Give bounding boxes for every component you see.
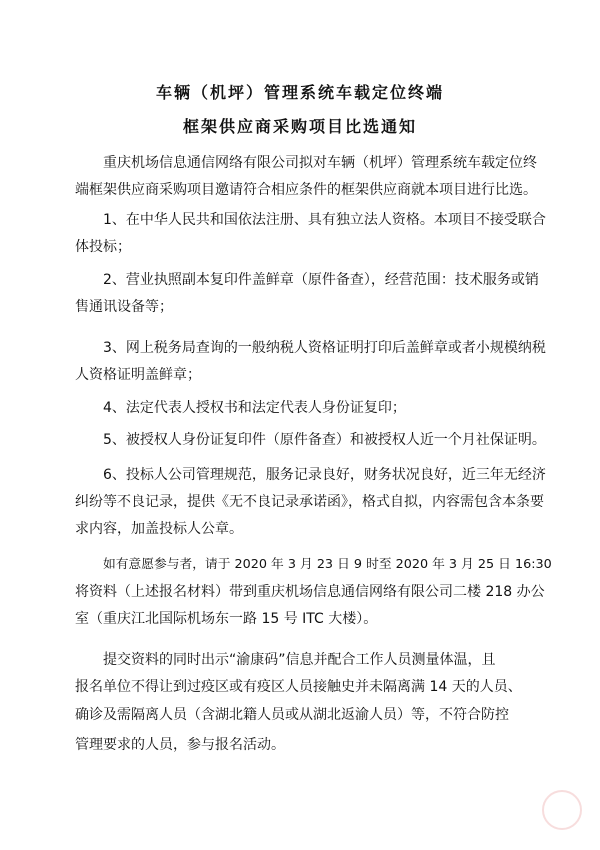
item-3-line-1: 3、网上税务局查询的一般纳税人资格证明打印后盖鲜章或者小规模纳税 — [103, 340, 546, 356]
item-3-line-2: 人资格证明盖鲜章； — [75, 367, 201, 383]
item-4-line-1: 4、法定代表人授权书和法定代表人身份证复印； — [103, 400, 406, 416]
health-line-3: 确诊及需隔离人员（含湖北籍人员或从湖北返渝人员）等，不符合防控 — [75, 707, 509, 723]
health-line-1: 提交资料的同时出示“渝康码”信息并配合工作人员测量体温，且 — [103, 652, 496, 668]
registration-line-1: 如有意愿参与者，请于 2020 年 3 月 23 日 9 时至 2020 年 3 月 25 日 16:30 — [103, 557, 552, 572]
title-line-2: 框架供应商采购项目比选通知 — [182, 117, 417, 136]
health-line-4: 管理要求的人员，参与报名活动。 — [75, 737, 285, 753]
item-6-line-2: 纠纷等不良记录，提供《无不良记录承诺函》，格式自拟，内容需包含本条要 — [75, 494, 544, 510]
item-2-line-1: 2、营业执照副本复印件盖鲜章（原件备查），经营范围：技术服务或销 — [103, 272, 539, 288]
registration-line-3: 室（重庆江北国际机场东一路 15 号 ITC 大楼）。 — [75, 611, 378, 627]
intro-line-2: 端框架供应商采购项目邀请符合相应条件的框架供应商就本项目进行比选。 — [75, 182, 537, 198]
health-line-2: 报名单位不得让到过疫区或有疫区人员接触史并未隔离满 14 天的人员、 — [75, 679, 522, 695]
item-1-line-1: 1、在中华人民共和国依法注册、具有独立法人资格。本项目不接受联合 — [103, 212, 546, 228]
item-1-line-2: 体投标； — [75, 239, 131, 255]
intro-line-1: 重庆机场信息通信网络有限公司拟对车辆（机坪）管理系统车载定位终 — [103, 155, 537, 171]
title-line-1: 车辆（机坪）管理系统车载定位终端 — [155, 83, 444, 102]
item-5-line-1: 5、被授权人身份证复印件（原件备查）和被授权人近一个月社保证明。 — [103, 432, 546, 448]
registration-line-2: 将资料（上述报名材料）带到重庆机场信息通信网络有限公司二楼 218 办公 — [75, 584, 545, 600]
faint-seal-mark — [542, 790, 582, 830]
item-2-line-2: 售通讯设备等； — [75, 299, 173, 315]
item-6-line-1: 6、投标人公司管理规范，服务记录良好，财务状况良好，近三年无经济 — [103, 467, 546, 483]
item-6-line-3: 求内容，加盖投标人公章。 — [75, 521, 243, 537]
